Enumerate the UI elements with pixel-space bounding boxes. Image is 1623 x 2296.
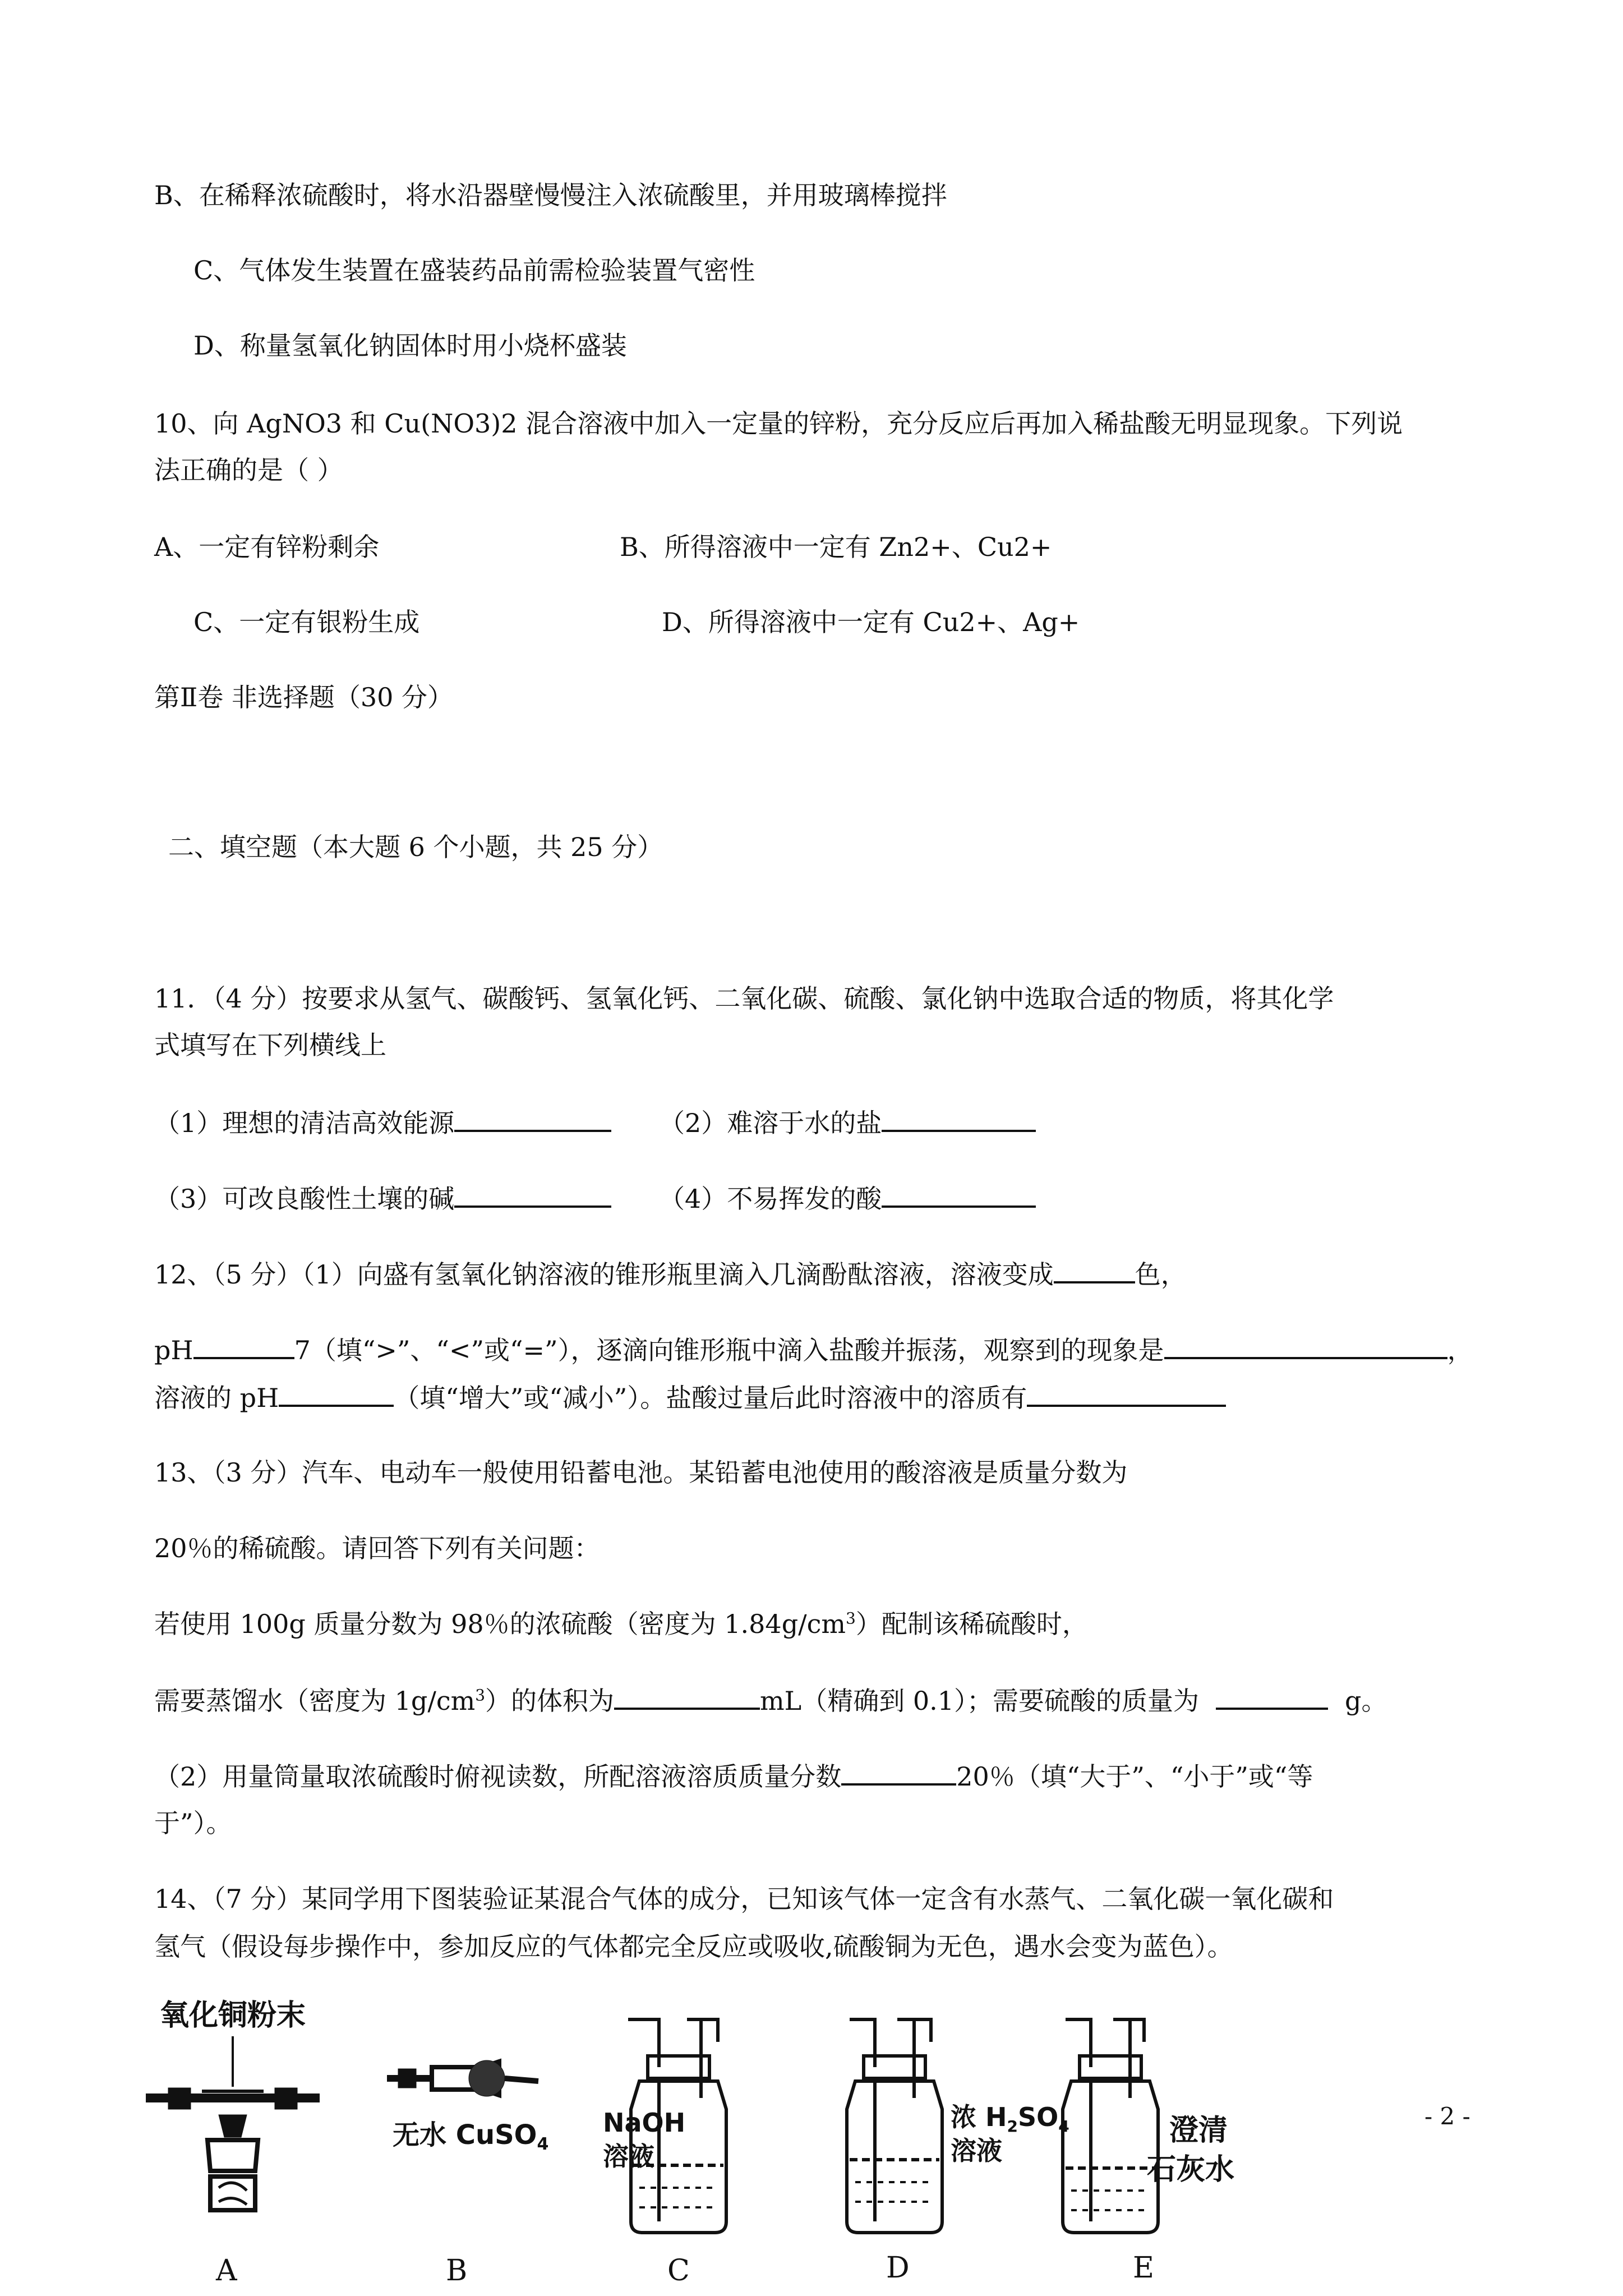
a-left-stopper [168, 2088, 191, 2109]
q13-line3-end: ）配制该稀硫酸时， [855, 1609, 1088, 1639]
q11-item-2 [659, 1105, 1036, 1140]
c-gas-tubes [628, 2019, 718, 2098]
q13-line4-superscript: 3 [475, 1686, 486, 1705]
q13-blank-comparison[interactable] [841, 1759, 956, 1786]
q14-line2: 氢气（假设每步操作中，参加反应的气体都完全反应或吸收,硫酸铜为无色，遇水会变为蓝色）。 [154, 1931, 1233, 1962]
apparatus-d [847, 2019, 1069, 2233]
e-stopper [1080, 2056, 1141, 2078]
q10-option-a: A、一定有锌粉剩余 [154, 532, 380, 562]
b-label-main: 无水 CuSO [393, 2119, 537, 2151]
e-gas-tubes [1066, 2019, 1144, 2098]
q11-item-4 [659, 1181, 1036, 1216]
q12-blank-observation[interactable] [1164, 1332, 1447, 1359]
q9-option-c: C、气体发生装置在盛装药品前需检验装置气密性 [193, 255, 755, 286]
q10-stem-line1: 10、向 AgNO3 和 Cu(NO3)2 混合溶液中加入一定量的锌粉，充分反应后再加入稀盐酸无明显现象。下列说 [154, 408, 1403, 439]
a-burner-texture [219, 2183, 247, 2205]
q12-blank-solutes[interactable] [1027, 1380, 1226, 1407]
q13-line4-unit: g。 [1345, 1686, 1387, 1716]
q12-line3-text: （填“增大”或“减小”）。盐酸过量后此时溶液中的溶质有 [394, 1383, 1027, 1413]
page-number: - 2 - [1424, 2102, 1470, 2130]
q12-line3 [154, 1380, 1226, 1415]
letter-a: A [216, 2254, 237, 2288]
q12-line3-start: 溶液的 pH [154, 1383, 279, 1413]
q10-option-c: C、一定有银粉生成 [193, 607, 420, 637]
q12-blank-color[interactable] [1054, 1257, 1135, 1283]
q9-option-d: D、称量氢氧化钠固体时用小烧杯盛装 [193, 330, 627, 361]
apparatus-b [387, 2060, 548, 2154]
q12-line2-start: pH [154, 1335, 193, 1365]
q14-line1: 14、（7 分）某同学用下图装验证某混合气体的成分，已知该气体一定含有水蒸气、二氧化碳一氧化碳和 [154, 1884, 1334, 1914]
apparatus-a [146, 1999, 320, 2210]
c-label-line1: NaOH [603, 2108, 686, 2138]
q11-item-2-label: （2）难溶于水的盐 [659, 1108, 882, 1138]
letter-d: D [886, 2251, 910, 2285]
b-label [393, 2119, 548, 2154]
q13-line1: 13、（3 分）汽车、电动车一般使用铅蓄电池。某铅蓄电池使用的酸溶液是质量分数为 [154, 1457, 1128, 1488]
q11-blank-1[interactable] [454, 1105, 611, 1132]
q12-blank-ph-change[interactable] [279, 1380, 394, 1407]
q13-line5-text: （2）用量筒量取浓硫酸时俯视读数，所配溶液溶质质量分数 [154, 1761, 842, 1792]
d-label-prefix: 浓 H [951, 2102, 1007, 2132]
q11-blank-4[interactable] [882, 1181, 1036, 1208]
letter-c: C [667, 2254, 690, 2288]
q13-line5-end: 20％（填“大于”、“小于”或“等 [956, 1761, 1313, 1792]
letter-b: B [446, 2254, 468, 2288]
d-gas-tubes [850, 2019, 931, 2098]
q11-item-4-label: （4）不易挥发的酸 [659, 1184, 882, 1214]
a-right-stopper [275, 2088, 297, 2109]
b-left-stopper [398, 2069, 416, 2088]
q11-stem-line1: 11．（4 分）按要求从氢气、碳酸钙、氢氧化钙、二氧化碳、硫酸、氯化钠中选取合适的物质，将其化学 [154, 983, 1334, 1014]
q11-blank-2[interactable] [882, 1105, 1036, 1132]
q11-item-1-label: （1）理想的清洁高效能源 [154, 1108, 455, 1138]
e-label-line1: 澄清 [1169, 2114, 1228, 2147]
b-right-tube [505, 2078, 538, 2081]
q10-option-b: B、所得溶液中一定有 Zn2+、Cu2+ [620, 532, 1052, 562]
q12-line2 [154, 1332, 1473, 1367]
c-label-line2: 溶液 [603, 2141, 654, 2171]
d-label-sub1: 2 [1007, 2117, 1018, 2136]
e-label-line2: 石灰水 [1147, 2153, 1235, 2187]
q12-line1-end: 色， [1135, 1259, 1187, 1290]
q12-line1 [154, 1257, 1187, 1291]
d-label-line2: 溶液 [951, 2136, 1002, 2166]
q13-line3-superscript: 3 [846, 1609, 856, 1628]
q13-line2: 20％的稀硫酸。请回答下列有关问题： [154, 1533, 600, 1563]
q11-item-1 [154, 1105, 611, 1140]
b-copper-sulfate-bulb [469, 2060, 505, 2096]
q9-option-b: B、在稀释浓硫酸时，将水沿器壁慢慢注入浓硫酸里，并用玻璃棒搅拌 [154, 180, 947, 210]
q13-blank-acid-mass[interactable] [1216, 1683, 1328, 1710]
apparatus-figure [135, 1997, 1267, 2289]
letter-e: E [1133, 2251, 1154, 2285]
a-flame [219, 2115, 247, 2137]
apparatus-c [603, 2019, 726, 2233]
q13-line4-mass-label: mL（精确到 0.1）；需要硫酸的质量为 [760, 1686, 1199, 1716]
c-liquid-texture [639, 2188, 718, 2207]
q11-item-3-label: （3）可改良酸性土壤的碱 [154, 1184, 455, 1214]
d-stopper [864, 2056, 925, 2078]
q13-blank-water-volume[interactable] [614, 1683, 760, 1710]
q13-line4 [154, 1683, 1387, 1718]
d-liquid-texture [855, 2182, 934, 2202]
q13-line5 [154, 1759, 1313, 1793]
part2-title: 第Ⅱ卷 非选择题（30 分） [154, 682, 454, 712]
e-liquid-texture [1071, 2191, 1150, 2210]
section2-title: 二、填空题（本大题 6 个小题，共 25 分） [168, 832, 663, 862]
q12-line1-text: 12、（5 分）（1）向盛有氢氧化钠溶液的锥形瓶里滴入几滴酚酞溶液，溶液变成 [154, 1259, 1054, 1290]
q13-line3-text: 若使用 100g 质量分数为 98％的浓硫酸（密度为 1.84g/cm [154, 1609, 846, 1639]
d-label-mid: SO [1018, 2102, 1059, 2132]
q10-stem-line2: 法正确的是（ ） [154, 455, 343, 485]
q13-line4-text: 需要蒸馏水（密度为 1g/cm [154, 1686, 476, 1716]
q12-line2-text: 7（填“>”、“<”或“=”），逐滴向锥形瓶中滴入盐酸并振荡，观察到的现象是 [294, 1335, 1164, 1365]
q11-item-3 [154, 1181, 611, 1216]
apparatus-e [1063, 2019, 1234, 2233]
q13-line4-volume-label: ）的体积为 [485, 1686, 615, 1716]
b-label-sub: 4 [537, 2134, 549, 2154]
d-label-line1 [951, 2102, 1069, 2136]
q12-blank-ph-compare[interactable] [193, 1332, 294, 1359]
q13-line3 [154, 1607, 1088, 1641]
a-burner-top [208, 2140, 258, 2171]
q11-blank-3[interactable] [454, 1181, 611, 1208]
d-bottle [847, 2081, 942, 2233]
q12-line2-end: ， [1447, 1335, 1473, 1365]
d-label-sub2: 4 [1058, 2117, 1069, 2136]
q13-line6: 于”）。 [154, 1808, 232, 1838]
copper-oxide-label: 氧化铜粉末 [160, 1999, 306, 2032]
q10-option-d: D、所得溶液中一定有 Cu2+、Ag+ [662, 607, 1080, 637]
apparatus-drawing [135, 1997, 1267, 2289]
q11-stem-line2: 式填写在下列横线上 [154, 1030, 386, 1060]
